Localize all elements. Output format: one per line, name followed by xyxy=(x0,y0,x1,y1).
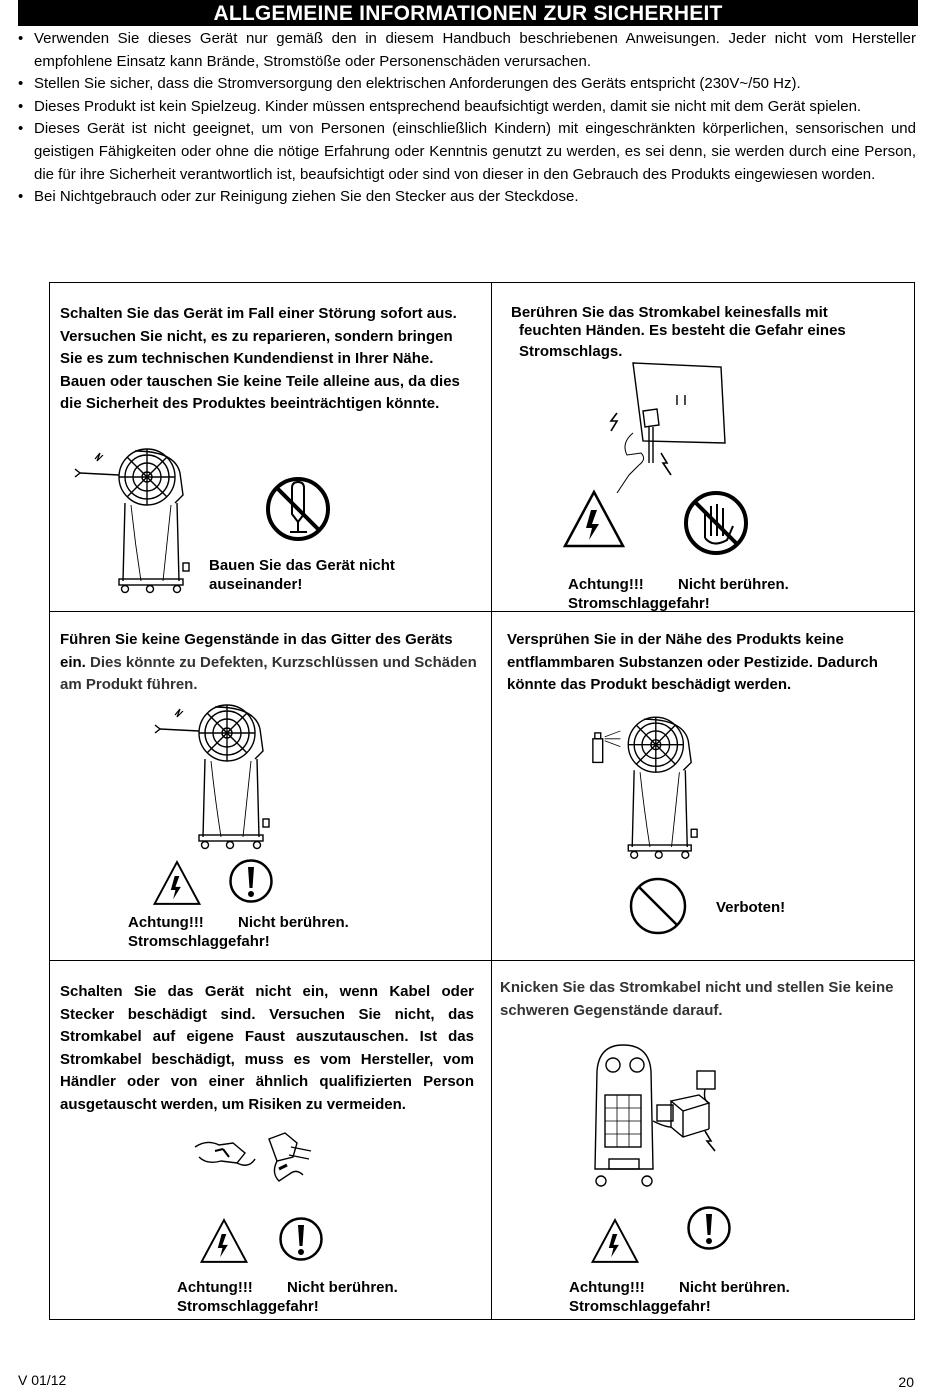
cell-label: Bauen Sie das Gerät nicht xyxy=(209,557,395,574)
cell-text: Stromschlags. xyxy=(519,343,623,360)
no-touch-icon xyxy=(683,490,749,556)
warning-triangle-icon xyxy=(589,1217,641,1265)
cell-label: Stromschlaggefahr! xyxy=(568,595,710,612)
cell-label: Nicht berühren. xyxy=(678,576,789,593)
cell-label: auseinander! xyxy=(209,576,303,593)
list-item: • Bei Nichtgebrauch oder zur Reinigung ziehen Sie den Stecker aus der Steckdose. xyxy=(18,186,916,209)
cell-text: Schalten Sie das Gerät nicht ein, wenn Kabel oder Stecker beschädigt sind. Versuchen Sie nicht, das Stromkabel auf eigene Faust auszutauschen. Ist das Stromkabel beschädigt, muss es vom Hersteller, vom Händler oder von einer ähnlich qualifizierten Person ausgetauscht werden, um Risiken zu vermeiden. xyxy=(60,983,474,1113)
exclamation-icon xyxy=(278,1216,324,1262)
cell-label: Stromschlaggefahr! xyxy=(569,1298,711,1315)
cell-text: Knicken Sie das Stromkabel nicht und stellen Sie keine schweren Gegenstände darauf. xyxy=(500,979,894,1019)
version-label: V 01/12 xyxy=(18,1372,67,1388)
cell-text: Schalten Sie das Gerät im Fall einer Störung sofort aus. Versuchen Sie nicht, es zu reparieren, sondern bringen Sie es zum technischen Kundendienst in Ihrer Nähe. Bauen oder tauschen Sie keine Teile alleine aus, da dies die Sicherheit des Produktes beeinträchtigen könnte. xyxy=(60,305,460,412)
cell-text-bold: Führen Sie keine Gegenstände in das Gitter des Geräts ein. xyxy=(60,631,453,671)
cell-label: Achtung!!! xyxy=(128,914,204,931)
fan-illustration xyxy=(75,443,195,595)
cell-label: Verboten! xyxy=(716,899,786,916)
list-item: • Verwenden Sie dieses Gerät nur gemäß den in diesem Handbuch beschriebenen Anweisungen. Jeder nicht vom Hersteller empfohlene Einsatz kann Brände, Stromstöße oder Personenschäden verursachen. xyxy=(18,28,916,73)
cell-text: feuchten Händen. Es besteht die Gefahr eines xyxy=(519,322,846,339)
grid-divider xyxy=(491,283,492,1319)
list-item: • Dieses Gerät ist nicht geeignet, um von Personen (einschließlich Kindern) mit eingeschränkten körperlichen, sensorischen und geistigen Fähigkeiten oder ohne die nötige Erfahrung oder Kenntnis genutzt zu werden, es sei denn, sie werden durch eine Person, die für ihre Sicherheit verantwortlich ist, beaufsichtigt oder sind von dieser in den Gebrauch des Produkts eingewiesen worden. xyxy=(18,118,916,186)
fan-illustration xyxy=(155,699,275,851)
cell-label: Nicht berühren. xyxy=(287,1279,398,1296)
cell-text-rest: Dies könnte zu Defekten, Kurzschlüssen und Schäden am Produkt führen. xyxy=(60,653,477,693)
do-not-disassemble-icon xyxy=(265,476,331,542)
warning-triangle-icon xyxy=(198,1217,250,1265)
exclamation-icon xyxy=(228,858,274,904)
cooler-cable-illustration xyxy=(587,1041,719,1193)
cell-label: Stromschlaggefahr! xyxy=(177,1298,319,1315)
cell-label: Nicht berühren. xyxy=(238,914,349,931)
grid-divider xyxy=(50,960,914,961)
cell-label: Achtung!!! xyxy=(568,576,644,593)
cell-text: Versprühen Sie in der Nähe des Produkts keine entflammbaren Substanzen oder Pestizide. Dadurch könnte das Produkt beschädigt werden. xyxy=(507,631,878,693)
cell-text xyxy=(60,629,480,697)
exclamation-icon xyxy=(686,1205,732,1251)
grid-divider xyxy=(50,611,914,612)
cell-label: Stromschlaggefahr! xyxy=(128,933,270,950)
warning-triangle-icon xyxy=(561,488,627,550)
list-item: • Stellen Sie sicher, dass die Stromversorgung den elektrischen Anforderungen des Geräts entspricht (230V~/50 Hz). xyxy=(18,73,916,96)
cell-label: Achtung!!! xyxy=(569,1279,645,1296)
list-item: • Dieses Produkt ist kein Spielzeug. Kinder müssen entsprechend beaufsichtigt werden, damit sie nicht mit dem Gerät spielen. xyxy=(18,96,916,119)
warning-triangle-icon xyxy=(151,859,203,907)
cell-text: Berühren Sie das Stromkabel keinesfalls mit xyxy=(511,304,828,321)
intro-bullet-list xyxy=(18,28,916,209)
fan-spray-illustration xyxy=(585,711,703,861)
cell-label: Achtung!!! xyxy=(177,1279,253,1296)
safety-grid xyxy=(49,282,915,1320)
page-number: 20 xyxy=(898,1374,914,1390)
prohibited-icon xyxy=(628,876,688,936)
damaged-plug-illustration xyxy=(193,1129,333,1187)
cell-label: Nicht berühren. xyxy=(679,1279,790,1296)
page-title: ALLGEMEINE INFORMATIONEN ZUR SICHERHEIT xyxy=(18,0,918,26)
